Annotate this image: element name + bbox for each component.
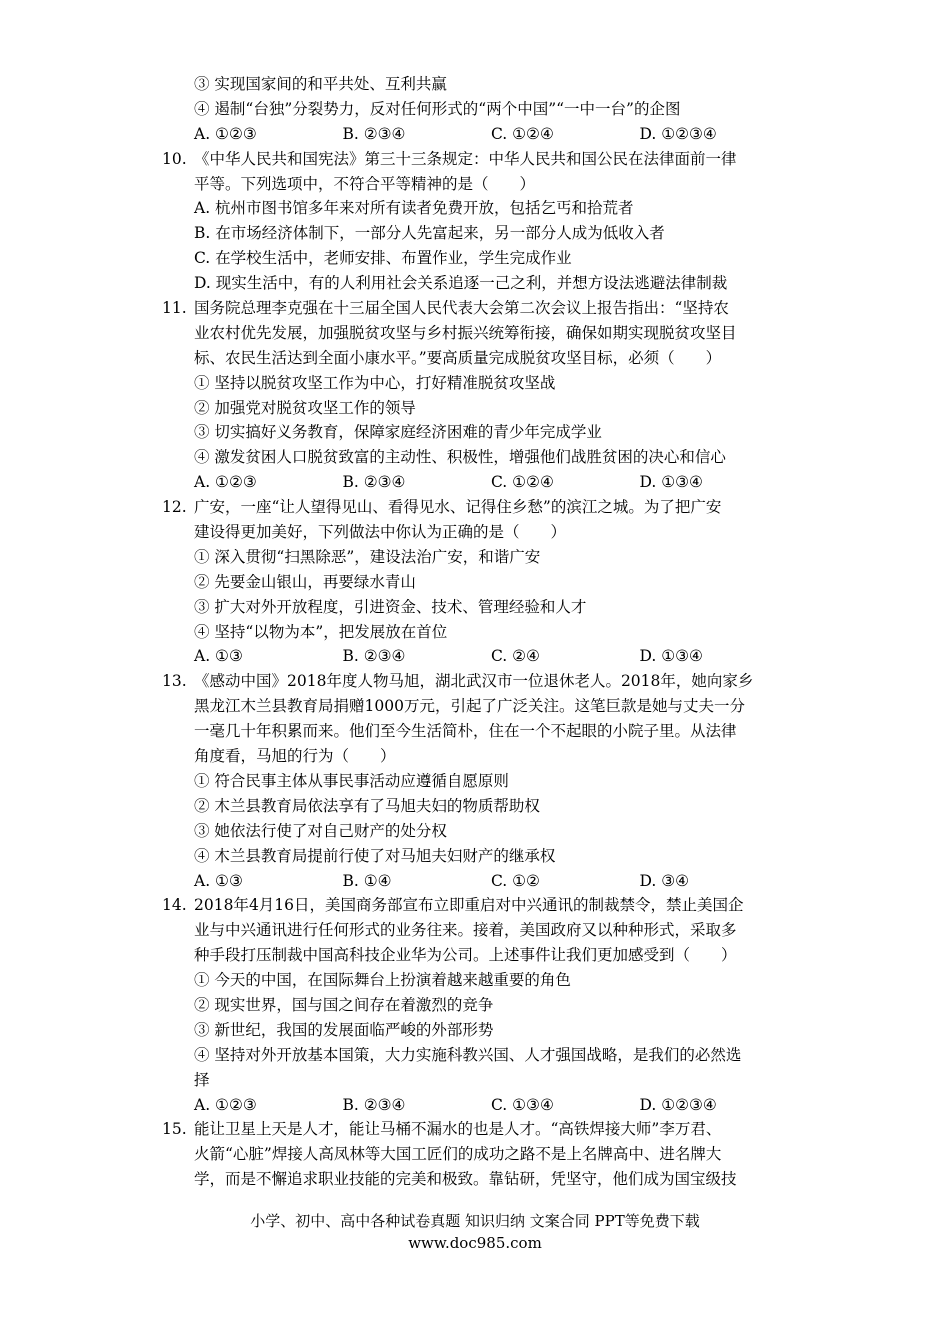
question-stem — [162, 495, 788, 520]
text-line: ③ 切实搞好义务教育，保障家庭经济困难的青少年完成学业 — [194, 423, 602, 442]
question-text: 能让卫星上天是人才，能让马桶不漏水的也是人才。“高铁焊接大师”李万君、 — [194, 1120, 722, 1139]
text-line: 一毫几十年积累而来。他们至今生活简朴，住在一个不起眼的小院子里。从法律 — [194, 722, 737, 741]
answer-options — [162, 869, 788, 894]
question-text: 《中华人民共和国宪法》第三十三条规定：中华人民共和国公民在法律面前一律 — [194, 149, 737, 168]
answer-option: A. ①③ — [194, 871, 243, 890]
text-line: 角度看，马旭的行为（ ） — [194, 747, 396, 766]
text-line: ③ 实现国家间的和平共处、互利共赢 — [194, 75, 447, 93]
text-line: ① 今天的中国，在国际舞台上扮演着越来越重要的角色 — [194, 971, 571, 990]
question-stem — [162, 296, 788, 321]
text-line: ④ 遏制“台独”分裂势力，反对任何形式的“两个中国”“一中一台”的企图 — [194, 99, 681, 118]
answer-option: B. ②③④ — [342, 1095, 406, 1114]
text-line: A. 杭州市图书馆多年来对所有读者免费开放，包括乞丐和拾荒者 — [194, 199, 634, 218]
text-line: ② 现实世界，国与国之间存在着激烈的竞争 — [194, 995, 494, 1014]
answer-options — [162, 644, 788, 669]
answer-option: C. ①②④ — [491, 473, 554, 492]
question-text: 国务院总理李克强在十三届全国人民代表大会第二次会议上报告指出：“坚持农 — [194, 299, 729, 318]
text-line: C. 在学校生活中，老师安排、布置作业，学生完成作业 — [194, 249, 572, 268]
text-line: 标、农民生活达到全面小康水平。”要高质量完成脱贫攻坚目标，必须（ ） — [194, 348, 722, 367]
question-text: 《感动中国》2018年度人物马旭，湖北武汉市一位退休老人。2018年，她向家乡 — [194, 672, 754, 691]
text-line: 种手段打压制裁中国高科技企业华为公司。上述事件让我们更加感受到（ ） — [194, 946, 737, 965]
answer-option: B. ②③④ — [342, 124, 406, 143]
text-line: ② 木兰县教育局依法享有了马旭夫妇的物质帮助权 — [194, 796, 540, 815]
answer-option: C. ①② — [491, 871, 540, 890]
question-number: 15. — [162, 1120, 187, 1139]
exam-content — [162, 72, 788, 1192]
text-line: 业与中兴通讯进行任何形式的业务往来。接着，美国政府又以种种形式，采取多 — [194, 921, 737, 940]
text-line: ① 符合民事主体从事民事活动应遵循自愿原则 — [194, 771, 509, 790]
footer-url: www.doc985.com — [408, 1234, 542, 1252]
answer-option: A. ①②③ — [194, 473, 257, 492]
text-line: D. 现实生活中，有的人利用社会关系追逐一己之利，并想方设法逃避法律制裁 — [194, 274, 728, 293]
question-text: 2018年4月16日，美国商务部宣布立即重启对中兴通讯的制裁禁令，禁止美国企 — [194, 896, 744, 915]
text-line: 建设得更加美好，下列做法中你认为正确的是（ ） — [194, 523, 567, 542]
question-number: 13. — [162, 672, 187, 691]
answer-option: D. ③④ — [639, 871, 690, 890]
answer-option: C. ①②④ — [491, 124, 554, 143]
answer-options — [162, 1093, 788, 1118]
text-line: 黑龙江木兰县教育局捐赠1000万元，引起了广泛关注。这笔巨款是她与丈夫一分 — [194, 697, 745, 716]
text-line: ③ 新世纪，我国的发展面临严峻的外部形势 — [194, 1020, 494, 1039]
text-line: 业农村优先发展，加强脱贫攻坚与乡村振兴统筹衔接，确保如期实现脱贫攻坚目 — [194, 323, 737, 342]
answer-option: C. ①③④ — [491, 1095, 554, 1114]
text-line: ④ 坚持对外开放基本国策，大力实施科教兴国、人才强国战略，是我们的必然选 — [194, 1045, 742, 1064]
answer-option: B. ②③④ — [342, 473, 406, 492]
text-line: ② 先要金山银山，再要绿水青山 — [194, 572, 416, 591]
answer-option: A. ①②③ — [194, 124, 257, 143]
question-number: 11. — [162, 299, 187, 318]
text-line: ① 深入贯彻“扫黑除恶”，建设法治广安，和谐广安 — [194, 547, 541, 566]
text-line: ④ 坚持“以物为本”，把发展放在首位 — [194, 622, 448, 641]
question-stem — [162, 893, 788, 918]
answer-option: D. ①②③④ — [639, 1095, 717, 1114]
answer-option: C. ②④ — [491, 647, 540, 666]
answer-option: A. ①③ — [194, 647, 243, 666]
text-line: ④ 木兰县教育局提前行使了对马旭夫妇财产的继承权 — [194, 846, 556, 865]
answer-option: D. ①③④ — [639, 647, 703, 666]
answer-option: B. ①④ — [342, 871, 392, 890]
text-line: ② 加强党对脱贫攻坚工作的领导 — [194, 398, 416, 417]
answer-option: D. ①②③④ — [639, 124, 717, 143]
answer-options — [162, 470, 788, 495]
text-line: B. 在市场经济体制下，一部分人先富起来，另一部分人成为低收入者 — [194, 224, 665, 243]
footer-ad-text: 小学、初中、高中各种试卷真题 知识归纳 文案合同 PPT等免费下载 — [250, 1212, 700, 1230]
answer-option: D. ①③④ — [639, 473, 703, 492]
answer-option: B. ②③④ — [342, 647, 406, 666]
text-line: 平等。下列选项中，不符合平等精神的是（ ） — [194, 174, 536, 193]
page-footer — [0, 1210, 950, 1254]
question-number: 12. — [162, 498, 187, 517]
question-stem — [162, 669, 788, 694]
answer-options — [162, 122, 788, 147]
question-number: 10. — [162, 149, 187, 168]
text-line: 学，而是不懈追求职业技能的完美和极致。靠钻研，凭坚守，他们成为国宝级技 — [194, 1170, 737, 1189]
text-line: ① 坚持以脱贫攻坚工作为中心，打好精准脱贫攻坚战 — [194, 373, 556, 392]
text-line: ③ 她依法行使了对自己财产的处分权 — [194, 821, 447, 840]
text-line: ③ 扩大对外开放程度，引进资金、技术、管理经验和人才 — [194, 597, 587, 616]
text-line: 火箭“心脏”焊接人高凤林等大国工匠们的成功之路不是上名牌高中、进名牌大 — [194, 1145, 722, 1164]
question-text: 广安，一座“让人望得见山、看得见水、记得住乡愁”的滨江之城。为了把广安 — [194, 498, 722, 517]
question-stem — [162, 1117, 788, 1142]
text-line: 择 — [194, 1070, 210, 1089]
answer-option: A. ①②③ — [194, 1095, 257, 1114]
text-line: ④ 激发贫困人口脱贫致富的主动性、积极性，增强他们战胜贫困的决心和信心 — [194, 448, 726, 467]
question-number: 14. — [162, 896, 187, 915]
question-stem — [162, 147, 788, 172]
